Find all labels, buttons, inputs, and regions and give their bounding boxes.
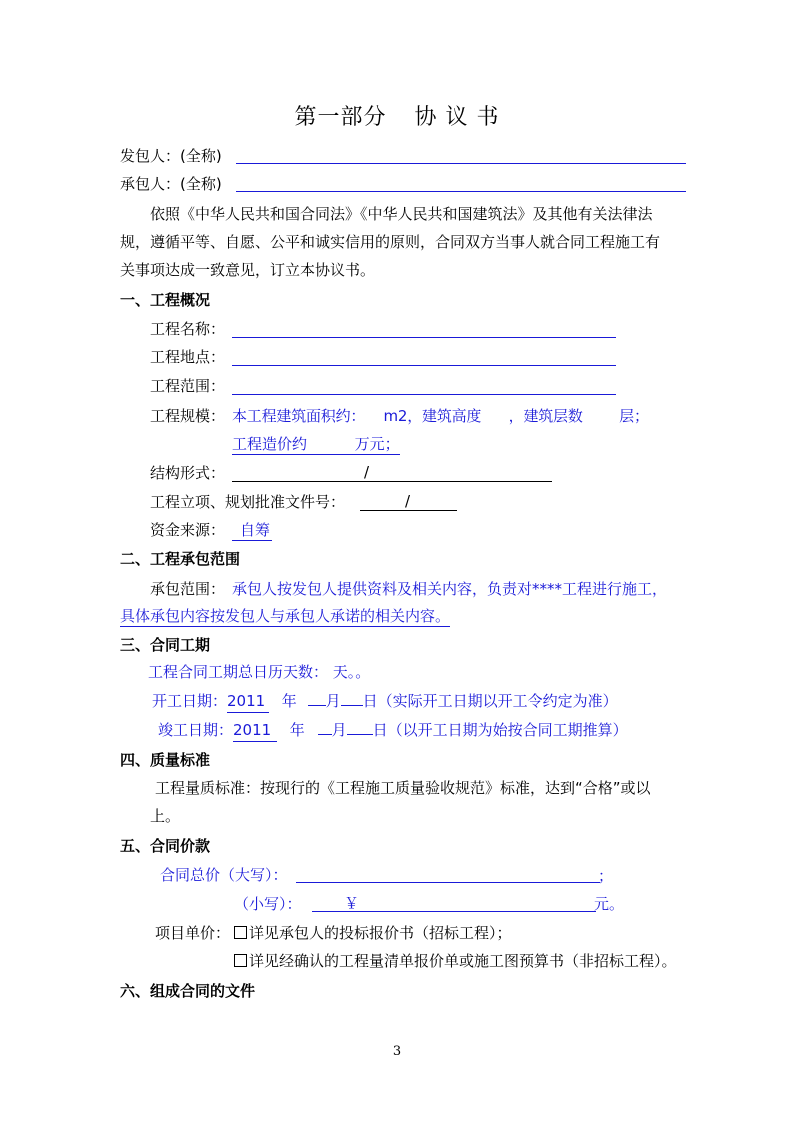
- total-days-line: 工程合同工期总日历天数： 天。。: [148, 663, 371, 681]
- end-month[interactable]: [318, 733, 332, 735]
- project-location-field[interactable]: [232, 365, 616, 366]
- contract-scope-line-1[interactable]: 承包人按发包人提供资料及相关内容，负责对****工程进行施工，: [232, 580, 668, 598]
- section-5-heading: 五、合同价款: [120, 837, 211, 855]
- project-scale-line-2[interactable]: 工程造价约 万元；: [232, 435, 400, 453]
- project-location-label: 工程地点：: [150, 348, 226, 366]
- intro-line-1: 依照《中华人民共和国合同法》《中华人民共和国建筑法》及其他有关法律法: [150, 205, 653, 223]
- project-name-field[interactable]: [232, 337, 616, 338]
- structure-value: /: [364, 463, 370, 481]
- funding-field[interactable]: 自筹: [232, 520, 272, 540]
- unit-price-option-1[interactable]: 详见承包人的投标报价书（招标工程）；: [234, 923, 512, 943]
- start-day[interactable]: [341, 704, 363, 706]
- section-3-heading: 三、合同工期: [120, 636, 211, 654]
- project-scope-label: 工程范围：: [150, 377, 226, 395]
- end-date-line[interactable]: 竣工日期：2011 年 月 日（以开工日期为始按合同工期推算）: [158, 720, 628, 742]
- checkbox-icon[interactable]: [234, 926, 247, 939]
- contract-scope-label: 承包范围：: [150, 580, 226, 598]
- start-year[interactable]: 2011: [227, 691, 269, 713]
- approval-value: /: [405, 492, 411, 510]
- contractor-label: 承包人：(全称): [120, 175, 222, 193]
- approval-label: 工程立项、规划批准文件号：: [150, 493, 346, 511]
- total-price-upper-field[interactable]: [296, 882, 600, 883]
- total-price-lower-label: （小写）：: [234, 895, 302, 913]
- end-day[interactable]: [347, 733, 373, 735]
- page-number: 3: [392, 1044, 402, 1059]
- intro-line-2: 规，遵循平等、自愿、公平和诚实信用的原则，合同双方当事人就合同工程施工有: [120, 233, 661, 251]
- section-1-heading: 一、工程概况: [120, 291, 211, 309]
- structure-label: 结构形式：: [150, 464, 226, 482]
- employer-label: 发包人：(全称): [120, 147, 222, 165]
- unit-price-label: 项目单价：: [155, 924, 231, 942]
- total-price-upper-label: 合同总价（大写）：: [160, 866, 288, 884]
- checkbox-icon[interactable]: [234, 954, 247, 967]
- section-6-heading: 六、组成合同的文件: [120, 982, 256, 1000]
- start-month[interactable]: [308, 704, 326, 706]
- structure-field[interactable]: [232, 481, 552, 482]
- quality-line-2: 上。: [150, 807, 181, 825]
- yen-sign: ￥: [344, 894, 360, 912]
- project-name-label: 工程名称：: [150, 320, 226, 338]
- start-date-line[interactable]: 开工日期：2011 年 月 日（实际开工日期以开工令约定为准）: [152, 691, 618, 713]
- funding-label: 资金来源：: [150, 521, 226, 539]
- project-scope-field[interactable]: [232, 394, 616, 395]
- section-2-heading: 二、工程承包范围: [120, 550, 241, 568]
- unit-price-option-2[interactable]: 详见经确认的工程量清单报价单或施工图预算书（非招标工程）。: [234, 951, 677, 971]
- project-scale-line-1[interactable]: 本工程建筑面积约： m2，建筑高度 ，建筑层数 层；: [232, 407, 649, 425]
- quality-line-1: 工程量质标准：按现行的《工程施工质量验收规范》标准，达到“合格”或以: [155, 779, 651, 797]
- upper-end-mark: ；: [598, 867, 614, 885]
- intro-line-3: 关事项达成一致意见，订立本协议书。: [120, 261, 376, 279]
- contract-scope-line-2[interactable]: 具体承包内容按发包人与承包人承诺的相关内容。: [120, 607, 451, 625]
- employer-field[interactable]: [236, 163, 686, 164]
- end-year[interactable]: 2011: [233, 720, 277, 742]
- project-scale-label: 工程规模：: [150, 407, 226, 425]
- page-title: 第一部分 协 议 书: [294, 105, 500, 130]
- section-4-heading: 四、质量标准: [120, 751, 211, 769]
- contractor-field[interactable]: [236, 191, 686, 192]
- lower-end-mark: 元。: [594, 895, 625, 913]
